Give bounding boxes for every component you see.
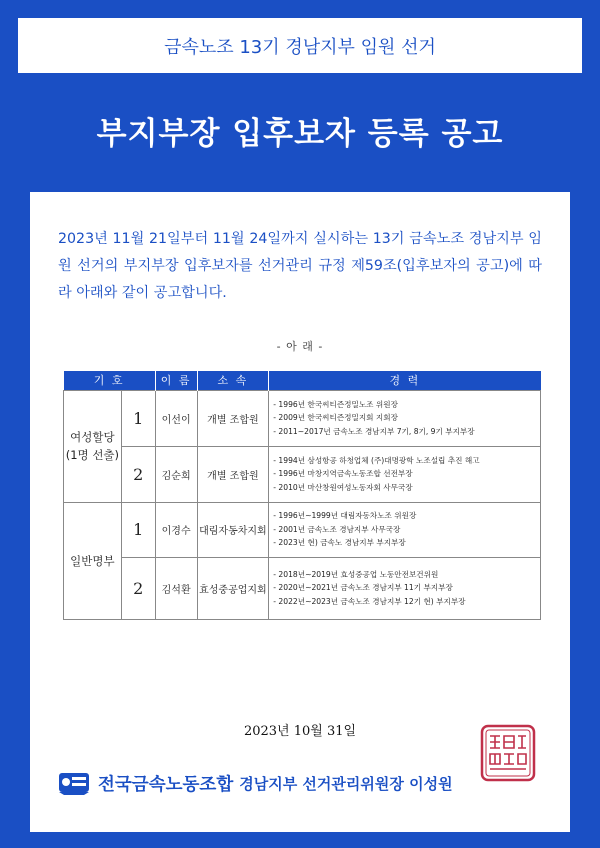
- header-affiliation: 소 속: [197, 371, 269, 390]
- category-line1: 일반명부: [70, 553, 115, 568]
- candidate-career: [269, 390, 541, 446]
- career-line: - 1996년 한국씨티즌정밀노조 위원장: [273, 399, 398, 409]
- table-row: [64, 390, 541, 446]
- candidate-affiliation: 개별 조합원: [197, 446, 269, 502]
- candidate-table: [63, 371, 541, 620]
- career-line: - 1996년~1999년 대림자동차노조 위원장: [273, 511, 417, 521]
- category-line1: 여성할당: [70, 430, 115, 444]
- category-cell: [64, 502, 122, 619]
- notice-label: - 아 래 -: [276, 340, 324, 353]
- candidate-name: 김순희: [155, 446, 197, 502]
- committee-chair: 경남지부 선거관리위원장 이성원: [239, 774, 453, 793]
- career-line: - 2009년 한국씨티즌정밀지회 지회장: [273, 413, 398, 423]
- intro-paragraph: 2023년 11월 21일부터 11월 24일까지 실시하는 13기 금속노조 경남지부 임원 선거의 부지부장 입후보자를 선거관리 규정 제59조(입후보자의 공고)에 따라 아래와 같이 공고합니다.: [58, 231, 542, 301]
- career-line: - 1994년 삼성항공 하청업체 (주)대명광학 노조설립 추진 해고: [273, 455, 480, 465]
- header-symbol: 기 호: [64, 371, 156, 390]
- candidate-number: 1: [121, 390, 155, 446]
- footer-signature: [58, 760, 548, 806]
- announcement-panel: [30, 192, 570, 832]
- header-subtitle-box: [18, 18, 582, 73]
- official-seal-icon: [480, 724, 536, 782]
- candidate-name: 김석환: [155, 557, 197, 619]
- career-line: - 1996년 마창지역금속노동조합 선전부장: [273, 469, 413, 479]
- candidate-name: 이경수: [155, 502, 197, 557]
- table-row: [64, 502, 541, 557]
- career-line: - 2020년~2021년 금속노조 경남지부 11기 부지부장: [273, 583, 453, 593]
- announcement-date: 2023년 10월 31일: [243, 724, 357, 739]
- career-line: - 2001년 금속노조 경남지부 사무국장: [273, 524, 401, 534]
- career-line: - 2022년~2023년 금속노조 경남지부 12기 현) 부지부장: [273, 596, 466, 606]
- candidate-career: [269, 557, 541, 619]
- org-name: 전국금속노동조합: [98, 774, 234, 795]
- career-line: - 2023년 현) 금속노 경남지부 부지부장: [273, 538, 406, 548]
- page-title: 부지부장 입후보자 등록 공고: [96, 116, 504, 152]
- career-line: - 2018년~2019년 효성중공업 노동안전보건위원: [273, 569, 439, 579]
- candidate-number: 2: [121, 446, 155, 502]
- candidate-name: 이선이: [155, 390, 197, 446]
- header-name: 이 름: [155, 371, 197, 390]
- category-cell: [64, 390, 122, 502]
- table-header-row: [64, 371, 541, 390]
- career-line: - 2011~2017년 금속노조 경남지부 7기, 8기, 9기 부지부장: [273, 426, 475, 436]
- candidate-career: [269, 502, 541, 557]
- header-career: 경 력: [269, 371, 541, 390]
- candidate-number: 1: [121, 502, 155, 557]
- union-logo-icon: [58, 770, 90, 796]
- category-line2: (1명 선출): [65, 448, 120, 462]
- header-subtitle: 금속노조 13기 경남지부 임원 선거: [164, 36, 436, 58]
- candidate-affiliation: 대림자동차지회: [197, 502, 269, 557]
- career-line: - 2010년 마산창원여성노동자회 사무국장: [273, 482, 413, 492]
- candidate-affiliation: 효성중공업지회: [197, 557, 269, 619]
- candidate-number: 2: [121, 557, 155, 619]
- table-row: [64, 557, 541, 619]
- table-row: [64, 446, 541, 502]
- candidate-career: [269, 446, 541, 502]
- candidate-affiliation: 개별 조합원: [197, 390, 269, 446]
